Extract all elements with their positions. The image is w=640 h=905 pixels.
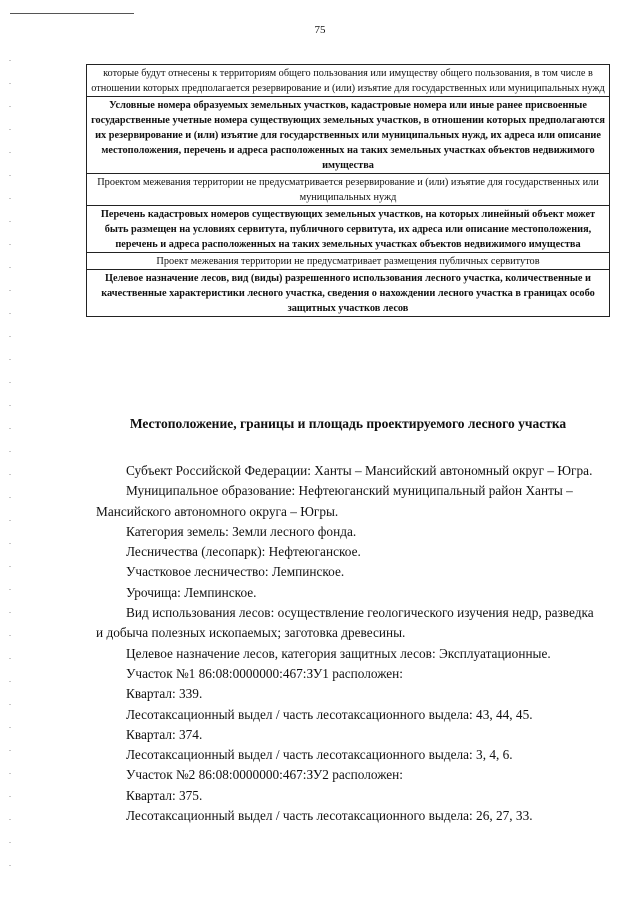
- paragraph-allotments: Лесотаксационный выдел / часть лесотаксационного выдела: 26, 27, 33.: [126, 808, 533, 824]
- land-plots-info-table: [86, 64, 610, 317]
- paragraph-plot-1: Участок №1 86:08:0000000:467:ЗУ1 расположен:: [126, 665, 403, 681]
- paragraph-subject: Субъект Российской Федерации: Ханты – Мансийский автономный округ – Югра.: [126, 463, 593, 478]
- table-row: [87, 206, 610, 253]
- paragraph-quarter: Квартал: 374.: [126, 726, 203, 742]
- table-cell: Проект межевания территории не предусматривает размещения публичных сервитутов: [87, 253, 610, 270]
- paragraph-district-forestry: Участковое лесничество: Лемпинское.: [126, 564, 345, 580]
- page-number: 75: [314, 24, 326, 36]
- table-header-cell: Целевое назначение лесов, вид (виды) разрешенного использования лесного участка, количественные и качественные характеристики лесного участка, сведения о нахождении лесного участка в границах особо защитных участков лесов: [87, 270, 610, 317]
- scan-margin-specks: [9, 60, 11, 880]
- table-header-cell: Перечень кадастровых номеров существующих земельных участков, на которых линейный объект может быть размещен на условиях сервитута, публичного сервитута, их адреса или описание местоположения, перечень и адреса расположенных на таких земельных участках объектов недвижимого имущества: [87, 206, 610, 253]
- section-title: Местоположение, границы и площадь проектируемого лесного участка: [129, 416, 567, 431]
- table-row: [87, 174, 610, 206]
- paragraph-land-category: Категория земель: Земли лесного фонда.: [126, 523, 357, 539]
- scan-edge-line: [10, 13, 134, 14]
- location-description: [96, 461, 604, 826]
- table-header-cell: Условные номера образуемых земельных участков, кадастровые номера или иные ранее присвоенные государственные учетные номера существующих земельных участков, в отношении которых предполагаются их резервирование и (или) изъятие для государственных или муниципальных нужд, их адреса или описание местоположения, перечень и адреса расположенных на таких земельных участках объектов недвижимого имущества: [87, 97, 610, 174]
- paragraph-allotments: Лесотаксационный выдел / часть лесотаксационного выдела: 3, 4, 6.: [126, 747, 513, 763]
- paragraph-forestry: Лесничества (лесопарк): Нефтеюганское.: [126, 544, 361, 560]
- paragraph-plot-2: Участок №2 86:08:0000000:467:ЗУ2 расположен:: [126, 767, 403, 783]
- paragraph-quarter: Квартал: 339.: [126, 686, 203, 702]
- table-row: [87, 253, 610, 270]
- table-row: [87, 270, 610, 317]
- paragraph-tract: Урочища: Лемпинское.: [126, 584, 257, 600]
- table-cell: Проектом межевания территории не предусматривается резервирование и (или) изъятие для государственных или муниципальных нужд: [87, 174, 610, 206]
- paragraph-allotments: Лесотаксационный выдел / часть лесотаксационного выдела: 43, 44, 45.: [126, 706, 533, 722]
- table-row: [87, 65, 610, 97]
- paragraph-forest-purpose: Целевое назначение лесов, категория защитных лесов: Эксплуатационные.: [126, 645, 551, 661]
- paragraph-forest-use: Вид использования лесов: осуществление геологического изучения недр, разведка и добыча полезных ископаемых; заготовка древесины.: [96, 605, 594, 641]
- table-cell: которые будут отнесены к территориям общего пользования или имуществу общего пользования, в том числе в отношении которых предполагается резервирование и (или) изъятие для государственных или муниципальных нужд: [87, 65, 610, 97]
- paragraph-quarter: Квартал: 375.: [126, 787, 203, 803]
- paragraph-municipality: Муниципальное образование: Нефтеюганский муниципальный район Ханты – Мансийского автономного округа – Югры.: [96, 483, 573, 519]
- table-row: [87, 97, 610, 174]
